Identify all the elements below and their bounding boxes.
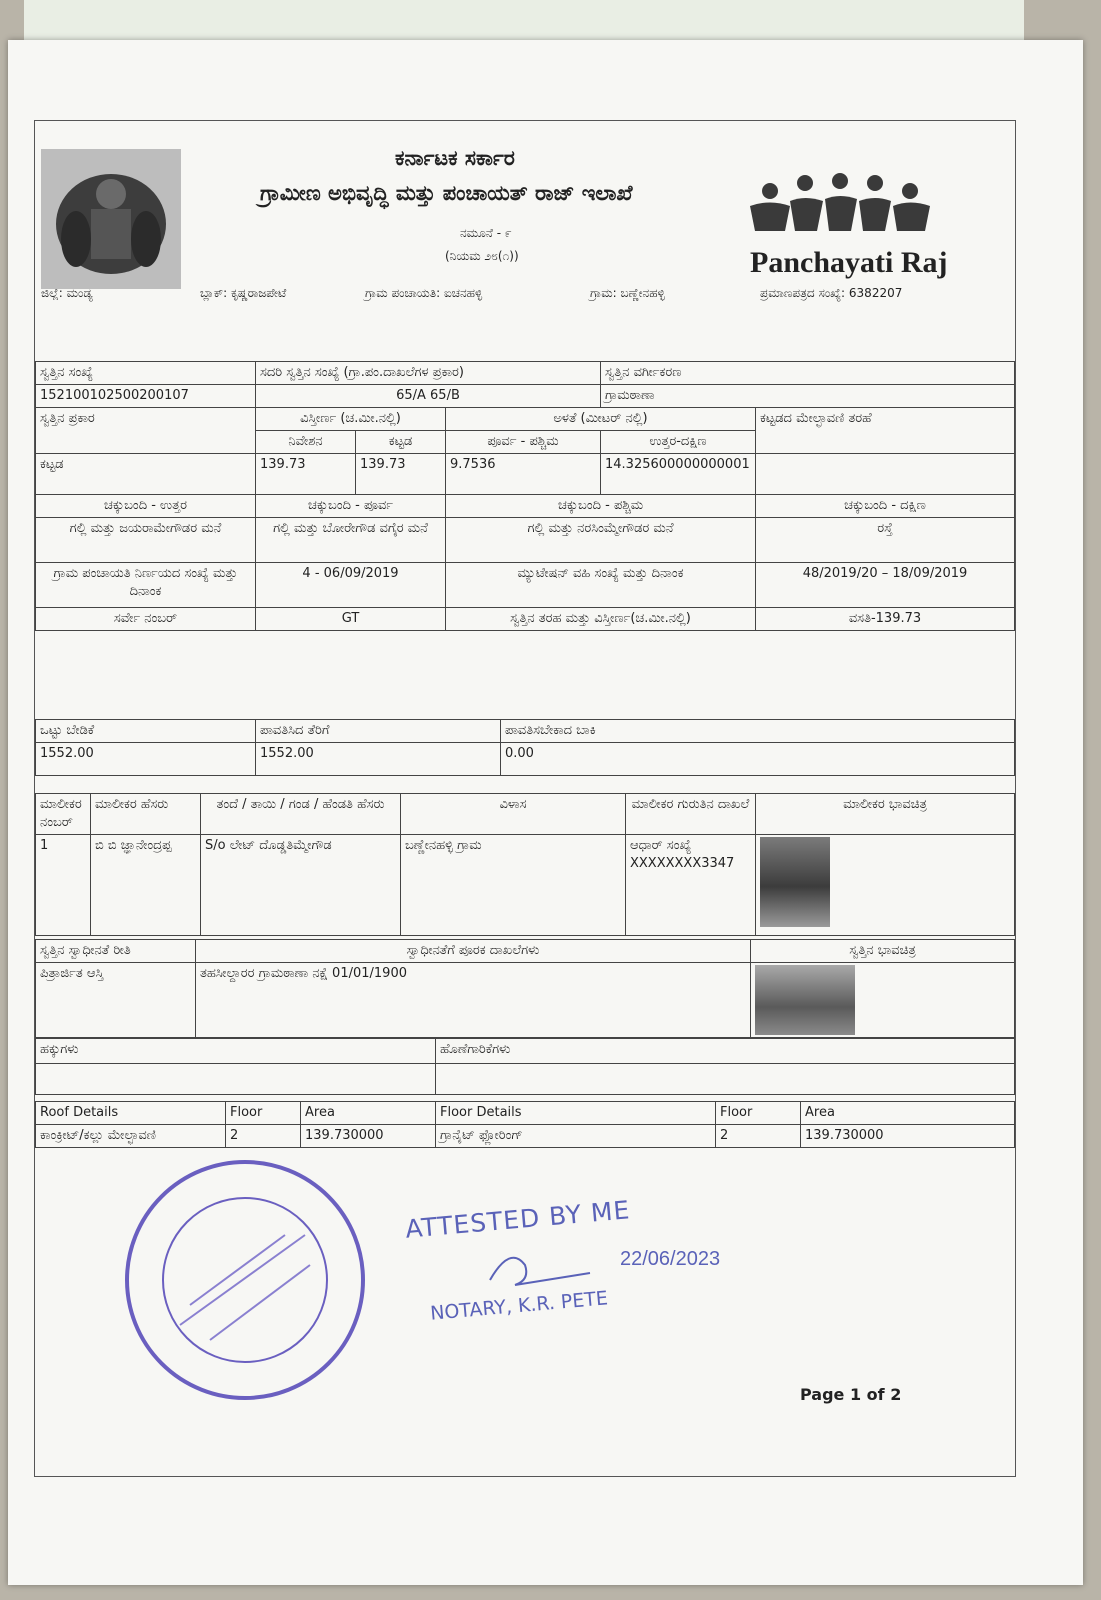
floor-area-label: Area bbox=[801, 1102, 1015, 1125]
title-government: ಕರ್ನಾಟಕ ಸರ್ಕಾರ bbox=[395, 146, 515, 170]
owner-address: ಬಣ್ಣೇನಹಳ್ಳಿ ಗ್ರಾಮ bbox=[401, 835, 626, 936]
due-value: 0.00 bbox=[501, 743, 1015, 776]
west-boundary-value: ಗಲ್ಲಿ ಮತ್ತು ನರಸಿಂಮ್ಮೇಗೌಡರ ಮನೆ bbox=[446, 518, 756, 563]
owner-relation: S/o ಲೇಟ್ ದೊಡ್ಡತಿಮ್ಮೇಗೌಡ bbox=[201, 835, 401, 936]
south-boundary-label: ಚಕ್ಕುಬಂದಿ - ದಕ್ಷಿಣ bbox=[756, 495, 1015, 518]
property-photo bbox=[755, 965, 855, 1035]
roof-floor-label: Floor bbox=[226, 1102, 301, 1125]
north-south-value: 14.325600000000001 bbox=[601, 454, 756, 495]
east-boundary-label: ಚಕ್ಕುಬಂದಿ - ಪೂರ್ವ bbox=[256, 495, 446, 518]
acquisition-method: ಪಿತ್ರಾರ್ಜಿತ ಆಸ್ತಿ bbox=[36, 963, 196, 1038]
floor-floor: 2 bbox=[716, 1125, 801, 1148]
signature-icon bbox=[470, 1235, 770, 1295]
site-label: ನಿವೇಶನ bbox=[256, 431, 356, 454]
property-type-value: ಕಟ್ಟಡ bbox=[36, 454, 256, 495]
east-west-value: 9.7536 bbox=[446, 454, 601, 495]
id-doc-header: ಮಾಲೀಕರ ಗುರುತಿನ ದಾಖಲೆ bbox=[626, 794, 756, 835]
block: ಬ್ಲಾಕ್: ಕೃಷ್ಣರಾಜಪೇಟೆ bbox=[200, 286, 287, 300]
roof-area-label: Area bbox=[301, 1102, 436, 1125]
header bbox=[35, 121, 1015, 351]
area-label: ವಿಸ್ತೀರ್ಣ (ಚ.ಮೀ.ನಲ್ಲಿ) bbox=[256, 408, 446, 431]
property-photo-cell bbox=[751, 963, 1015, 1038]
survey-label: ಸರ್ವೇ ನಂಬರ್ bbox=[36, 608, 256, 631]
owner-id-doc: ಆಧಾರ್ ಸಂಖ್ಯೆ XXXXXXXX3347 bbox=[626, 835, 756, 936]
panchayati-raj-logo-text: Panchayati Raj bbox=[750, 246, 948, 279]
classification-label: ಸ್ವತ್ತಿನ ವರ್ಗೀಕರಣ bbox=[601, 362, 1015, 385]
owner-table bbox=[35, 793, 1015, 936]
owner-photo bbox=[760, 837, 830, 927]
due-label: ಪಾವತಿಸಬೇಕಾದ ಬಾಕಿ bbox=[501, 720, 1015, 743]
liabilities-label: ಹೊಣೆಗಾರಿಕೆಗಳು bbox=[436, 1039, 1015, 1064]
rule-number: (ನಿಯಮ ೨೮(೧)) bbox=[445, 249, 519, 263]
certificate-number: ಪ್ರಮಾಣಪತ್ರದ ಸಂಖ್ಯೆ: 6382207 bbox=[760, 286, 903, 300]
property-id-label: ಸ್ವತ್ತಿನ ಸಂಖ್ಯೆ bbox=[36, 362, 256, 385]
property-type-label: ಸ್ವತ್ತಿನ ಪ್ರಕಾರ bbox=[36, 408, 256, 454]
floor-type: ಗ್ರಾನೈಟ್ ಫ್ಲೋರಿಂಗ್ bbox=[436, 1125, 716, 1148]
roof-type-label: ಕಟ್ಟಡದ ಮೇಲ್ಛಾವಣಿ ತರಹೆ bbox=[756, 408, 1015, 454]
property-kind-label: ಸ್ವತ್ತಿನ ತರಹ ಮತ್ತು ವಿಸ್ತೀರ್ಣ(ಚ.ಮೀ.ನಲ್ಲಿ) bbox=[446, 608, 756, 631]
site-area-value: 139.73 bbox=[256, 454, 356, 495]
liabilities-value bbox=[436, 1064, 1015, 1095]
roof-floor-section bbox=[35, 1101, 1015, 1148]
address-header: ವಿಳಾಸ bbox=[401, 794, 626, 835]
gp-decision-value: 4 - 06/09/2019 bbox=[256, 563, 446, 608]
east-boundary-value: ಗಲ್ಲಿ ಮತ್ತು ಬೋರೇಗೌಡ ವಗೈರ ಮನೆ bbox=[256, 518, 446, 563]
title-department: ಗ್ರಾಮೀಣ ಅಭಿವೃದ್ಧಿ ಮತ್ತು ಪಂಚಾಯತ್ ರಾಜ್ ಇಲಾಖೆ bbox=[260, 181, 633, 205]
rights-table bbox=[35, 1038, 1015, 1095]
building-area-value: 139.73 bbox=[356, 454, 446, 495]
north-boundary-label: ಚಕ್ಕುಬಂದಿ - ಉತ್ತರ bbox=[36, 495, 256, 518]
acquisition-section bbox=[35, 939, 1015, 1095]
relation-header: ತಂದೆ / ತಾಯಿ / ಗಂಡ / ಹೆಂಡತಿ ಹೆಸರು bbox=[201, 794, 401, 835]
floor-area: 139.730000 bbox=[801, 1125, 1015, 1148]
rights-label: ಹಕ್ಕುಗಳು bbox=[36, 1039, 436, 1064]
demand-value: 1552.00 bbox=[36, 743, 256, 776]
paid-label: ಪಾವತಿಸಿದ ತೆರಿಗೆ bbox=[256, 720, 501, 743]
roof-details-label: Roof Details bbox=[36, 1102, 226, 1125]
acquisition-method-label: ಸ್ವತ್ತಿನ ಸ್ವಾಧೀನತೆ ರೀತಿ bbox=[36, 940, 196, 963]
classification-value: ಗ್ರಾಮಠಾಣಾ bbox=[601, 385, 1015, 408]
property-kind-value: ವಸತಿ-139.73 bbox=[756, 608, 1015, 631]
survey-value: GT bbox=[256, 608, 446, 631]
panchayati-raj-logo-icon bbox=[745, 171, 935, 241]
owner-photo-cell bbox=[756, 835, 1015, 936]
tax-section bbox=[35, 719, 1015, 776]
attest-date: 22/06/2023 bbox=[620, 1248, 721, 1270]
state-emblem-icon bbox=[41, 149, 181, 289]
north-boundary-value: ಗಲ್ಲಿ ಮತ್ತು ಜಯರಾಮೇಗೌಡರ ಮನೆ bbox=[36, 518, 256, 563]
roof-type: ಕಾಂಕ್ರೀಟ್/ಕಲ್ಲು ಮೇಲ್ಛಾವಣಿ bbox=[36, 1125, 226, 1148]
east-west-label: ಪೂರ್ವ - ಪಶ್ಚಿಮ bbox=[446, 431, 601, 454]
south-boundary-value: ರಸ್ತೆ bbox=[756, 518, 1015, 563]
property-table bbox=[35, 361, 1015, 631]
roof-type-value bbox=[756, 454, 1015, 495]
floor-floor-label: Floor bbox=[716, 1102, 801, 1125]
district: ಜಿಲ್ಲೆ: ಮಂಡ್ಯ bbox=[41, 286, 93, 300]
gp-decision-label: ಗ್ರಾಮ ಪಂಚಾಯತಿ ನಿರ್ಣಯದ ಸಂಖ್ಯೆ ಮತ್ತು ದಿನಾಂಕ bbox=[36, 563, 256, 608]
building-label: ಕಟ್ಟಡ bbox=[356, 431, 446, 454]
form-number: ನಮೂನೆ - ೯ bbox=[460, 226, 512, 240]
dimension-label: ಅಳತೆ (ಮೀಟರ್ ನಲ್ಲಿ) bbox=[446, 408, 756, 431]
acquisition-table bbox=[35, 939, 1015, 1038]
property-photo-label: ಸ್ವತ್ತಿನ ಭಾವಚಿತ್ರ bbox=[751, 940, 1015, 963]
village: ಗ್ರಾಮ: ಬಣ್ಣೇನಹಳ್ಳಿ bbox=[590, 286, 665, 300]
owner-no: 1 bbox=[36, 835, 91, 936]
west-boundary-label: ಚಕ್ಕುಬಂದಿ - ಪಶ್ಚಿಮ bbox=[446, 495, 756, 518]
owner-photo-header: ಮಾಲೀಕರ ಭಾವಚಿತ್ರ bbox=[756, 794, 1015, 835]
property-id-value: 152100102500200107 bbox=[36, 385, 256, 408]
attested-text: ATTESTED BY ME bbox=[404, 1195, 632, 1244]
mutation-label: ಮ್ಯುಟೇಷನ್ ವಹಿ ಸಂಖ್ಯೆ ಮತ್ತು ದಿನಾಂಕ bbox=[446, 563, 756, 608]
gram-panchayat: ಗ್ರಾಮ ಪಂಚಾಯತಿ: ಐಚನಹಳ್ಳಿ bbox=[365, 286, 483, 300]
property-section bbox=[35, 361, 1015, 631]
north-south-label: ಉತ್ತರ-ದಕ್ಷಿಣ bbox=[601, 431, 756, 454]
paid-value: 1552.00 bbox=[256, 743, 501, 776]
roof-floor-table bbox=[35, 1101, 1015, 1148]
notary-seal-icon bbox=[120, 1155, 370, 1405]
notary-text: NOTARY, K.R. PETE bbox=[429, 1287, 609, 1325]
reg-no-value: 65/A 65/B bbox=[256, 385, 601, 408]
owner-name: ಬಿ ಬಿ ಜ್ಞಾನೇಂದ್ರಪ್ಪ bbox=[91, 835, 201, 936]
acquisition-docs: ತಹಸೀಲ್ದಾರರ ಗ್ರಾಮಠಾಣಾ ನಕ್ಷೆ 01/01/1900 bbox=[196, 963, 751, 1038]
roof-floor: 2 bbox=[226, 1125, 301, 1148]
demand-label: ಒಟ್ಟು ಬೇಡಿಕೆ bbox=[36, 720, 256, 743]
floor-details-label: Floor Details bbox=[436, 1102, 716, 1125]
rights-value bbox=[36, 1064, 436, 1095]
page-number: Page 1 of 2 bbox=[800, 1385, 902, 1404]
owner-name-header: ಮಾಲೀಕರ ಹೆಸರು bbox=[91, 794, 201, 835]
owner-section bbox=[35, 793, 1015, 936]
tax-table bbox=[35, 719, 1015, 776]
roof-area: 139.730000 bbox=[301, 1125, 436, 1148]
mutation-value: 48/2019/20 – 18/09/2019 bbox=[756, 563, 1015, 608]
owner-no-header: ಮಾಲೀಕರ ನಂಬರ್ bbox=[36, 794, 91, 835]
acquisition-docs-label: ಸ್ವಾಧೀನತೆಗೆ ಪೂರಕ ದಾಖಲೆಗಳು bbox=[196, 940, 751, 963]
reg-no-label: ಸದರಿ ಸ್ವತ್ತಿನ ಸಂಖ್ಯೆ (ಗ್ರಾ.ಪಂ.ದಾಖಲೆಗಳ ಪ್ರಕಾರ) bbox=[256, 362, 601, 385]
